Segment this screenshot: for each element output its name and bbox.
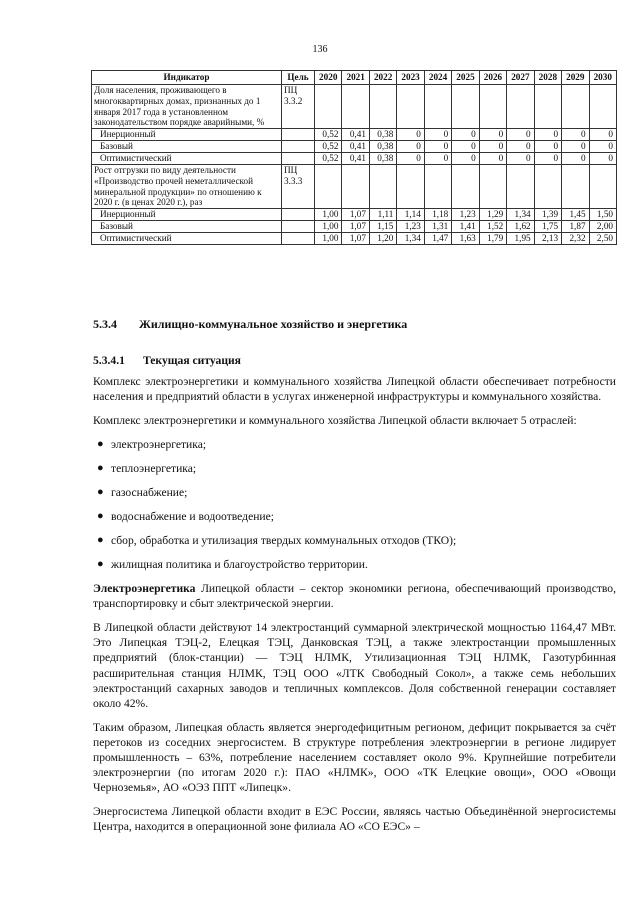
value-cell: 2,32 — [562, 233, 589, 245]
value-cell: 2,13 — [534, 233, 561, 245]
header-cell: 2028 — [534, 71, 561, 85]
value-cell: 0 — [534, 153, 561, 165]
term-electroenergetics: Электроэнергетика — [93, 582, 196, 596]
bullet-icon: ● — [97, 510, 104, 523]
list-item-text: сбор, обработка и утилизация твердых коммунальных отходов (ТКО); — [111, 534, 457, 548]
value-cell: 0 — [589, 153, 616, 165]
value-cell: 0 — [562, 141, 589, 153]
value-cell: 0 — [424, 141, 451, 153]
value-cell: 1,45 — [562, 209, 589, 221]
value-cell: 0 — [397, 153, 424, 165]
value-cell: 1,07 — [342, 209, 369, 221]
empty-cell — [534, 164, 561, 208]
paragraph-text: Липецкой области – сектор экономики региона, обеспечивающий производство, транспортировку и сбыт электрической энергии. — [93, 582, 616, 611]
header-cell: 2024 — [424, 71, 451, 85]
value-cell: 0 — [507, 141, 534, 153]
page-number: 136 — [312, 44, 328, 55]
value-cell: 0,38 — [369, 141, 396, 153]
list-item-text: газоснабжение; — [111, 485, 188, 499]
scenario-cell: Инерционный — [92, 209, 282, 221]
table-row — [92, 209, 617, 221]
value-cell: 0,41 — [342, 141, 369, 153]
value-cell: 1,14 — [397, 209, 424, 221]
value-cell: 2,00 — [589, 221, 616, 233]
bullet-icon: ● — [97, 461, 104, 474]
paragraph — [93, 581, 616, 611]
empty-cell — [479, 164, 506, 208]
value-cell: 1,79 — [479, 233, 506, 245]
list-item — [93, 533, 616, 548]
value-cell: 1,52 — [479, 221, 506, 233]
value-cell: 0 — [452, 153, 479, 165]
indicator-cell: Доля населения, проживающего в многоквартирных домах, признанных до 1 января 2017 года в установленном законодательством порядке аварийными, % — [92, 84, 282, 128]
value-cell: 1,07 — [342, 221, 369, 233]
empty-cell — [424, 84, 451, 128]
value-cell: 1,34 — [397, 233, 424, 245]
list-item — [93, 509, 616, 524]
empty-cell — [589, 164, 616, 208]
empty-cell — [369, 164, 396, 208]
header-cell: 2021 — [342, 71, 369, 85]
value-cell: 1,62 — [507, 221, 534, 233]
empty-cell — [424, 164, 451, 208]
paragraph: Энергосистема Липецкой области входит в ЕЭС России, являясь частью Объединённой энергосистемы Центра, находится в операционной зоне филиала АО «СО ЕЭС» – — [93, 805, 616, 834]
empty-cell — [342, 164, 369, 208]
value-cell: 0,52 — [315, 129, 342, 141]
value-cell: 1,23 — [397, 221, 424, 233]
value-cell: 0,38 — [369, 129, 396, 141]
header-cell: 2030 — [589, 71, 616, 85]
empty-cell — [452, 164, 479, 208]
value-cell: 0 — [589, 141, 616, 153]
paragraph: Комплекс электроэнергетики и коммунального хозяйства Липецкой области включает 5 отраслей: — [93, 413, 577, 427]
indicator-table — [91, 70, 617, 245]
scenario-cell: Базовый — [92, 221, 282, 233]
value-cell: 1,87 — [562, 221, 589, 233]
value-cell: 0 — [397, 141, 424, 153]
header-cell: Цель — [282, 71, 315, 85]
value-cell: 0 — [507, 129, 534, 141]
value-cell: 0,38 — [369, 153, 396, 165]
list-item-text: теплоэнергетика; — [111, 461, 197, 475]
value-cell: 1,63 — [452, 233, 479, 245]
empty-cell — [397, 164, 424, 208]
value-cell: 0 — [397, 129, 424, 141]
list-item — [93, 437, 616, 452]
empty-cell — [479, 84, 506, 128]
empty-cell — [369, 84, 396, 128]
table-row — [92, 221, 617, 233]
header-cell: 2026 — [479, 71, 506, 85]
value-cell: 0 — [479, 141, 506, 153]
subsection-title: Текущая ситуация — [143, 353, 241, 367]
value-cell: 0 — [424, 153, 451, 165]
goal-cell: ПЦ 3.3.2 — [282, 84, 315, 128]
scenario-cell: Базовый — [92, 141, 282, 153]
empty-cell — [282, 233, 315, 245]
empty-cell — [282, 129, 315, 141]
table-row — [92, 141, 617, 153]
value-cell: 1,15 — [369, 221, 396, 233]
header-cell: 2023 — [397, 71, 424, 85]
value-cell: 1,07 — [342, 233, 369, 245]
table-header-row — [92, 71, 617, 85]
empty-cell — [282, 209, 315, 221]
goal-cell: ПЦ 3.3.3 — [282, 164, 315, 208]
bullet-icon: ● — [97, 437, 104, 450]
header-cell: 2025 — [452, 71, 479, 85]
empty-cell — [282, 153, 315, 165]
value-cell: 1,31 — [424, 221, 451, 233]
empty-cell — [507, 84, 534, 128]
list-item-text: жилищная политика и благоустройство территории. — [111, 558, 368, 572]
main-content — [93, 317, 616, 843]
list-item — [93, 461, 616, 476]
bullet-icon: ● — [97, 485, 104, 498]
value-cell: 0 — [534, 141, 561, 153]
value-cell: 1,11 — [369, 209, 396, 221]
value-cell: 1,18 — [424, 209, 451, 221]
empty-cell — [507, 164, 534, 208]
bullet-icon: ● — [97, 558, 104, 571]
section-heading — [93, 317, 616, 333]
table-row — [92, 84, 617, 128]
section-title: Жилищно-коммунальное хозяйство и энергетика — [139, 317, 408, 331]
paragraph: В Липецкой области действуют 14 электростанций суммарной электрической мощностью 1164,47 МВт. Это Липецкая ТЭЦ-2, Елецкая ТЭЦ, Данковская ТЭЦ, а также электростанции промышленных предприятий (блок-станции) — ТЭЦ НЛМК, Утилизационная ТЭЦ НЛМК, Газотурбинная расширительная станция НЛМК, ТЭЦ ООО «ЛТК Свободный Сокол», а также семь небольших электростанций сахарных заводов и тепличных комплексов. Доля собственной генерации составляет около 42%. — [93, 621, 616, 710]
value-cell: 0 — [424, 129, 451, 141]
table-body — [92, 84, 617, 244]
empty-cell — [534, 84, 561, 128]
table-row — [92, 233, 617, 245]
empty-cell — [397, 84, 424, 128]
value-cell: 1,20 — [369, 233, 396, 245]
value-cell: 0 — [452, 141, 479, 153]
list-item — [93, 557, 616, 572]
value-cell: 1,23 — [452, 209, 479, 221]
value-cell: 0 — [452, 129, 479, 141]
empty-cell — [282, 221, 315, 233]
table-row — [92, 153, 617, 165]
value-cell: 1,00 — [315, 221, 342, 233]
header-cell: 2029 — [562, 71, 589, 85]
value-cell: 0,41 — [342, 153, 369, 165]
list-item-text: водоснабжение и водоотведение; — [111, 510, 274, 524]
value-cell: 0 — [589, 129, 616, 141]
value-cell: 1,47 — [424, 233, 451, 245]
paragraph: Комплекс электроэнергетики и коммунального хозяйства Липецкой области обеспечивает потребности населения и предприятий области в услугах инженерной инфраструктуры и коммунального хозяйства. — [93, 374, 616, 403]
value-cell: 2,50 — [589, 233, 616, 245]
indicator-cell: Рост отгрузки по виду деятельности «Производство прочей неметаллической минеральной продукции» по отношению к 2020 г. (в ценах 2020 г.), раз — [92, 164, 282, 208]
scenario-cell: Оптимистический — [92, 153, 282, 165]
table-row — [92, 164, 617, 208]
header-cell: 2022 — [369, 71, 396, 85]
value-cell: 0 — [479, 153, 506, 165]
section-number: 5.3.4 — [93, 317, 117, 331]
empty-cell — [589, 84, 616, 128]
empty-cell — [315, 84, 342, 128]
value-cell: 1,00 — [315, 209, 342, 221]
empty-cell — [282, 141, 315, 153]
value-cell: 1,50 — [589, 209, 616, 221]
value-cell: 1,34 — [507, 209, 534, 221]
header-cell: 2027 — [507, 71, 534, 85]
table-row — [92, 129, 617, 141]
value-cell: 0,52 — [315, 141, 342, 153]
paragraph: Таким образом, Липецкая область является энергодефицитным регионом, дефицит покрывается за счёт перетоков из соседних энергосистем. В структуре потребления электроэнергии в регионе лидирует промышленность – 63%, потребление населением составляет около 9%. Крупнейшие потребители электроэнергии (по итогам 2020 г.): ПАО «НЛМК», ООО «ТК Елецкие овощи», ООО «Овощи Черноземья», АО «ОЭЗ ППТ «Липецк». — [93, 720, 616, 794]
empty-cell — [315, 164, 342, 208]
bullet-icon: ● — [97, 534, 104, 547]
header-cell: 2020 — [315, 71, 342, 85]
list-item-text: электроэнергетика; — [111, 437, 207, 451]
empty-cell — [342, 84, 369, 128]
empty-cell — [562, 84, 589, 128]
subsection-heading — [93, 353, 616, 368]
value-cell: 0,41 — [342, 129, 369, 141]
header-cell: Индикатор — [92, 71, 282, 85]
value-cell: 0,52 — [315, 153, 342, 165]
value-cell: 0 — [507, 153, 534, 165]
value-cell: 0 — [562, 153, 589, 165]
value-cell: 1,29 — [479, 209, 506, 221]
value-cell: 0 — [534, 129, 561, 141]
value-cell: 0 — [479, 129, 506, 141]
scenario-cell: Инерционный — [92, 129, 282, 141]
sector-list — [93, 437, 616, 572]
scenario-cell: Оптимистический — [92, 233, 282, 245]
value-cell: 0 — [562, 129, 589, 141]
value-cell: 1,00 — [315, 233, 342, 245]
value-cell: 1,75 — [534, 221, 561, 233]
empty-cell — [562, 164, 589, 208]
value-cell: 1,95 — [507, 233, 534, 245]
value-cell: 1,41 — [452, 221, 479, 233]
list-item — [93, 485, 616, 500]
empty-cell — [452, 84, 479, 128]
subsection-number: 5.3.4.1 — [93, 353, 125, 367]
value-cell: 1,39 — [534, 209, 561, 221]
